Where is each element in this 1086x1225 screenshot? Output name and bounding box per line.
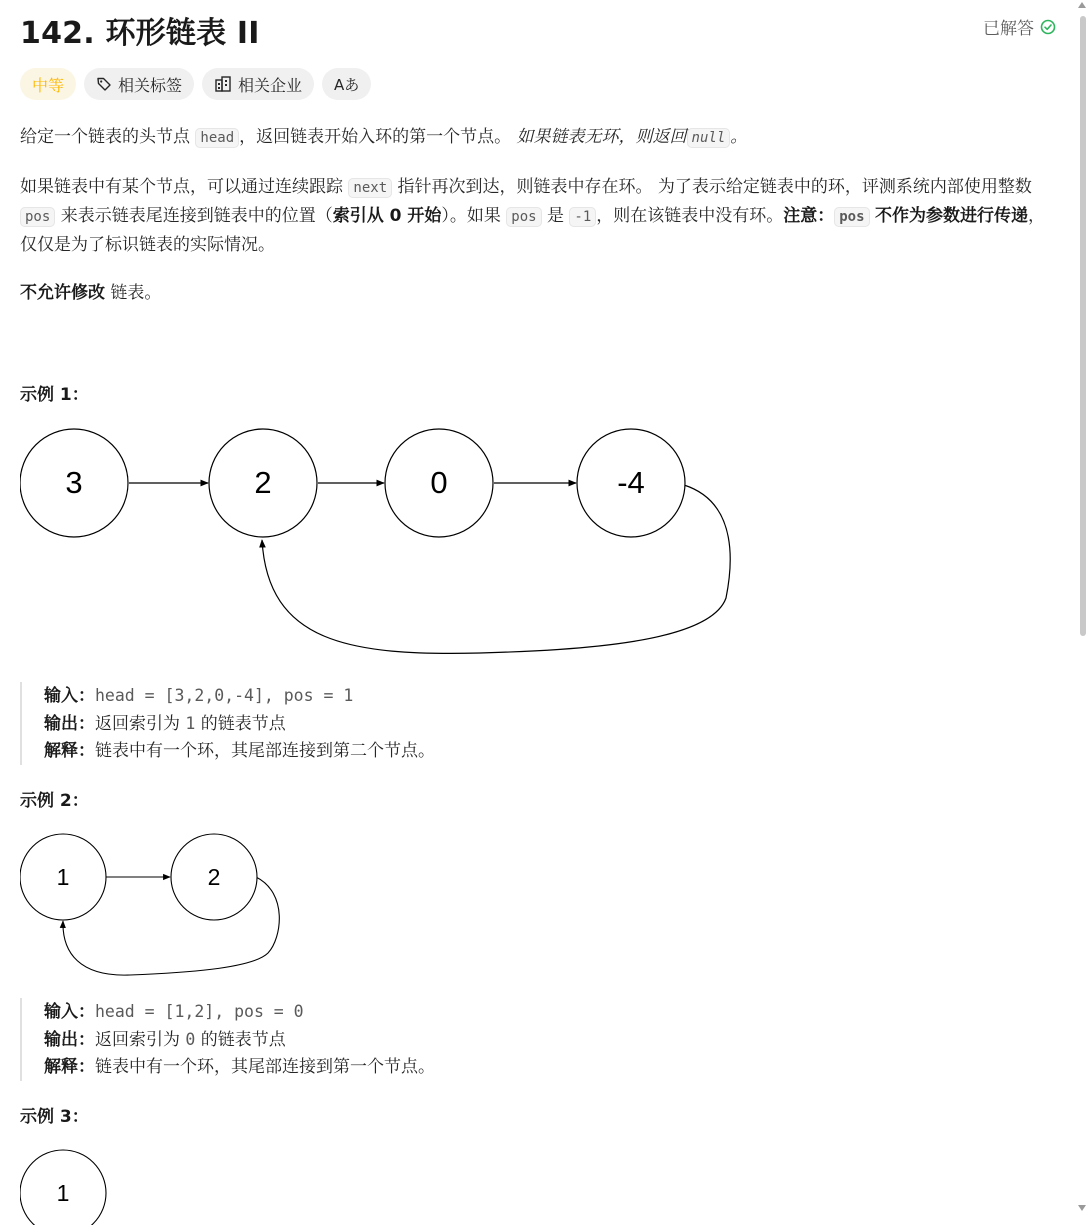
svg-text:2: 2 bbox=[254, 465, 272, 500]
list-node bbox=[209, 429, 317, 537]
tag-bar bbox=[20, 68, 371, 100]
related-tags-button[interactable] bbox=[84, 68, 194, 100]
io-output: 返回索引为 bbox=[95, 1030, 180, 1050]
example-2-io bbox=[20, 998, 435, 1081]
svg-text:2: 2 bbox=[207, 864, 221, 890]
desc-bold: 注意： bbox=[783, 206, 835, 226]
code-pos: pos bbox=[20, 207, 55, 227]
example-3-diagram bbox=[20, 1149, 120, 1225]
desc-text: 是 bbox=[546, 206, 564, 226]
io-input: head = [1,2], pos = 0 bbox=[95, 1002, 304, 1021]
desc-text: 。 bbox=[730, 127, 748, 147]
example-3-title: 示例 3： bbox=[20, 1107, 89, 1127]
code-next: next bbox=[348, 178, 392, 198]
io-label: 输出： bbox=[44, 1030, 95, 1050]
description-paragraph-3 bbox=[20, 279, 1050, 307]
example-1-diagram bbox=[20, 428, 760, 660]
io-output: 的链表节点 bbox=[200, 1030, 286, 1050]
problem-title: 142. 环形链表 II bbox=[20, 16, 260, 51]
code-pos: pos bbox=[506, 207, 541, 227]
desc-text: 指针再次到达，则链表中存在环。 为了表示给定链表中的环，评测系统内部使用整数 bbox=[397, 177, 1032, 197]
desc-bold: 不作为参数进行传递 bbox=[874, 206, 1028, 226]
svg-text:-4: -4 bbox=[617, 465, 645, 500]
list-node bbox=[20, 1150, 106, 1225]
list-node bbox=[385, 429, 493, 537]
list-node bbox=[577, 429, 685, 537]
desc-bold: 不允许修改 bbox=[20, 283, 105, 303]
translate-button[interactable] bbox=[322, 68, 371, 100]
desc-emphasis: 如果链表无环，则返回 bbox=[516, 127, 687, 147]
list-node bbox=[171, 834, 257, 920]
io-label: 输出： bbox=[44, 714, 95, 734]
desc-text: 如果链表中有某个节点，可以通过连续跟踪 bbox=[20, 177, 343, 197]
io-input: head = [3,2,0,-4], pos = 1 bbox=[95, 686, 354, 705]
io-label: 解释： bbox=[44, 1057, 95, 1077]
io-output-index: 1 bbox=[185, 714, 196, 733]
description-paragraph-1 bbox=[20, 123, 1050, 152]
scroll-down-arrow[interactable] bbox=[1078, 1205, 1086, 1211]
svg-text:1: 1 bbox=[56, 864, 70, 890]
related-tags-label: 相关标签 bbox=[118, 75, 183, 95]
building-icon bbox=[214, 75, 232, 93]
description-paragraph-2 bbox=[20, 173, 1050, 259]
difficulty-badge[interactable]: 中等 bbox=[20, 68, 76, 100]
io-explain: 链表中有一个环，其尾部连接到第二个节点。 bbox=[95, 741, 435, 761]
desc-text: ，返回链表开始入环的第一个节点。 bbox=[239, 127, 512, 147]
desc-bold: 索引从 0 开始 bbox=[332, 206, 442, 226]
example-2-title: 示例 2： bbox=[20, 791, 89, 811]
list-node bbox=[20, 834, 106, 920]
example-1-io bbox=[20, 682, 435, 765]
code-head: head bbox=[195, 128, 239, 148]
scroll-up-arrow[interactable] bbox=[1078, 2, 1086, 8]
io-output: 返回索引为 bbox=[95, 714, 180, 734]
desc-text: ，则在该链表中没有环。 bbox=[596, 206, 784, 226]
desc-text: 给定一个链表的头节点 bbox=[20, 127, 190, 147]
io-label: 解释： bbox=[44, 741, 95, 761]
code-null: null bbox=[687, 128, 731, 148]
translate-icon: Aあ bbox=[334, 75, 360, 94]
example-2-diagram bbox=[20, 833, 310, 983]
io-output-index: 0 bbox=[185, 1030, 196, 1049]
tag-icon bbox=[96, 76, 112, 92]
desc-text: 链表。 bbox=[110, 283, 162, 303]
io-explain: 链表中有一个环，其尾部连接到第一个节点。 bbox=[95, 1057, 435, 1077]
desc-text: ）。如果 bbox=[441, 206, 501, 226]
io-label: 输入： bbox=[44, 1002, 95, 1022]
desc-text: ，仅仅是为了标识链表的实际情况。 bbox=[20, 206, 1045, 255]
svg-text:3: 3 bbox=[65, 465, 83, 500]
svg-text:0: 0 bbox=[430, 465, 448, 500]
solved-status bbox=[983, 14, 1056, 39]
scrollbar-thumb[interactable] bbox=[1080, 16, 1086, 636]
code-neg-one: -1 bbox=[569, 207, 596, 227]
list-node bbox=[20, 429, 128, 537]
io-output: 的链表节点 bbox=[200, 714, 286, 734]
check-circle-icon bbox=[1040, 19, 1056, 35]
related-companies-button[interactable] bbox=[202, 68, 314, 100]
desc-text: 来表示链表尾连接到链表中的位置（ bbox=[60, 206, 333, 226]
io-label: 输入： bbox=[44, 686, 95, 706]
example-1-title: 示例 1： bbox=[20, 385, 89, 405]
svg-text:1: 1 bbox=[56, 1180, 70, 1206]
solved-label: 已解答 bbox=[983, 19, 1034, 39]
code-pos: pos bbox=[834, 207, 869, 227]
related-companies-label: 相关企业 bbox=[238, 75, 303, 95]
